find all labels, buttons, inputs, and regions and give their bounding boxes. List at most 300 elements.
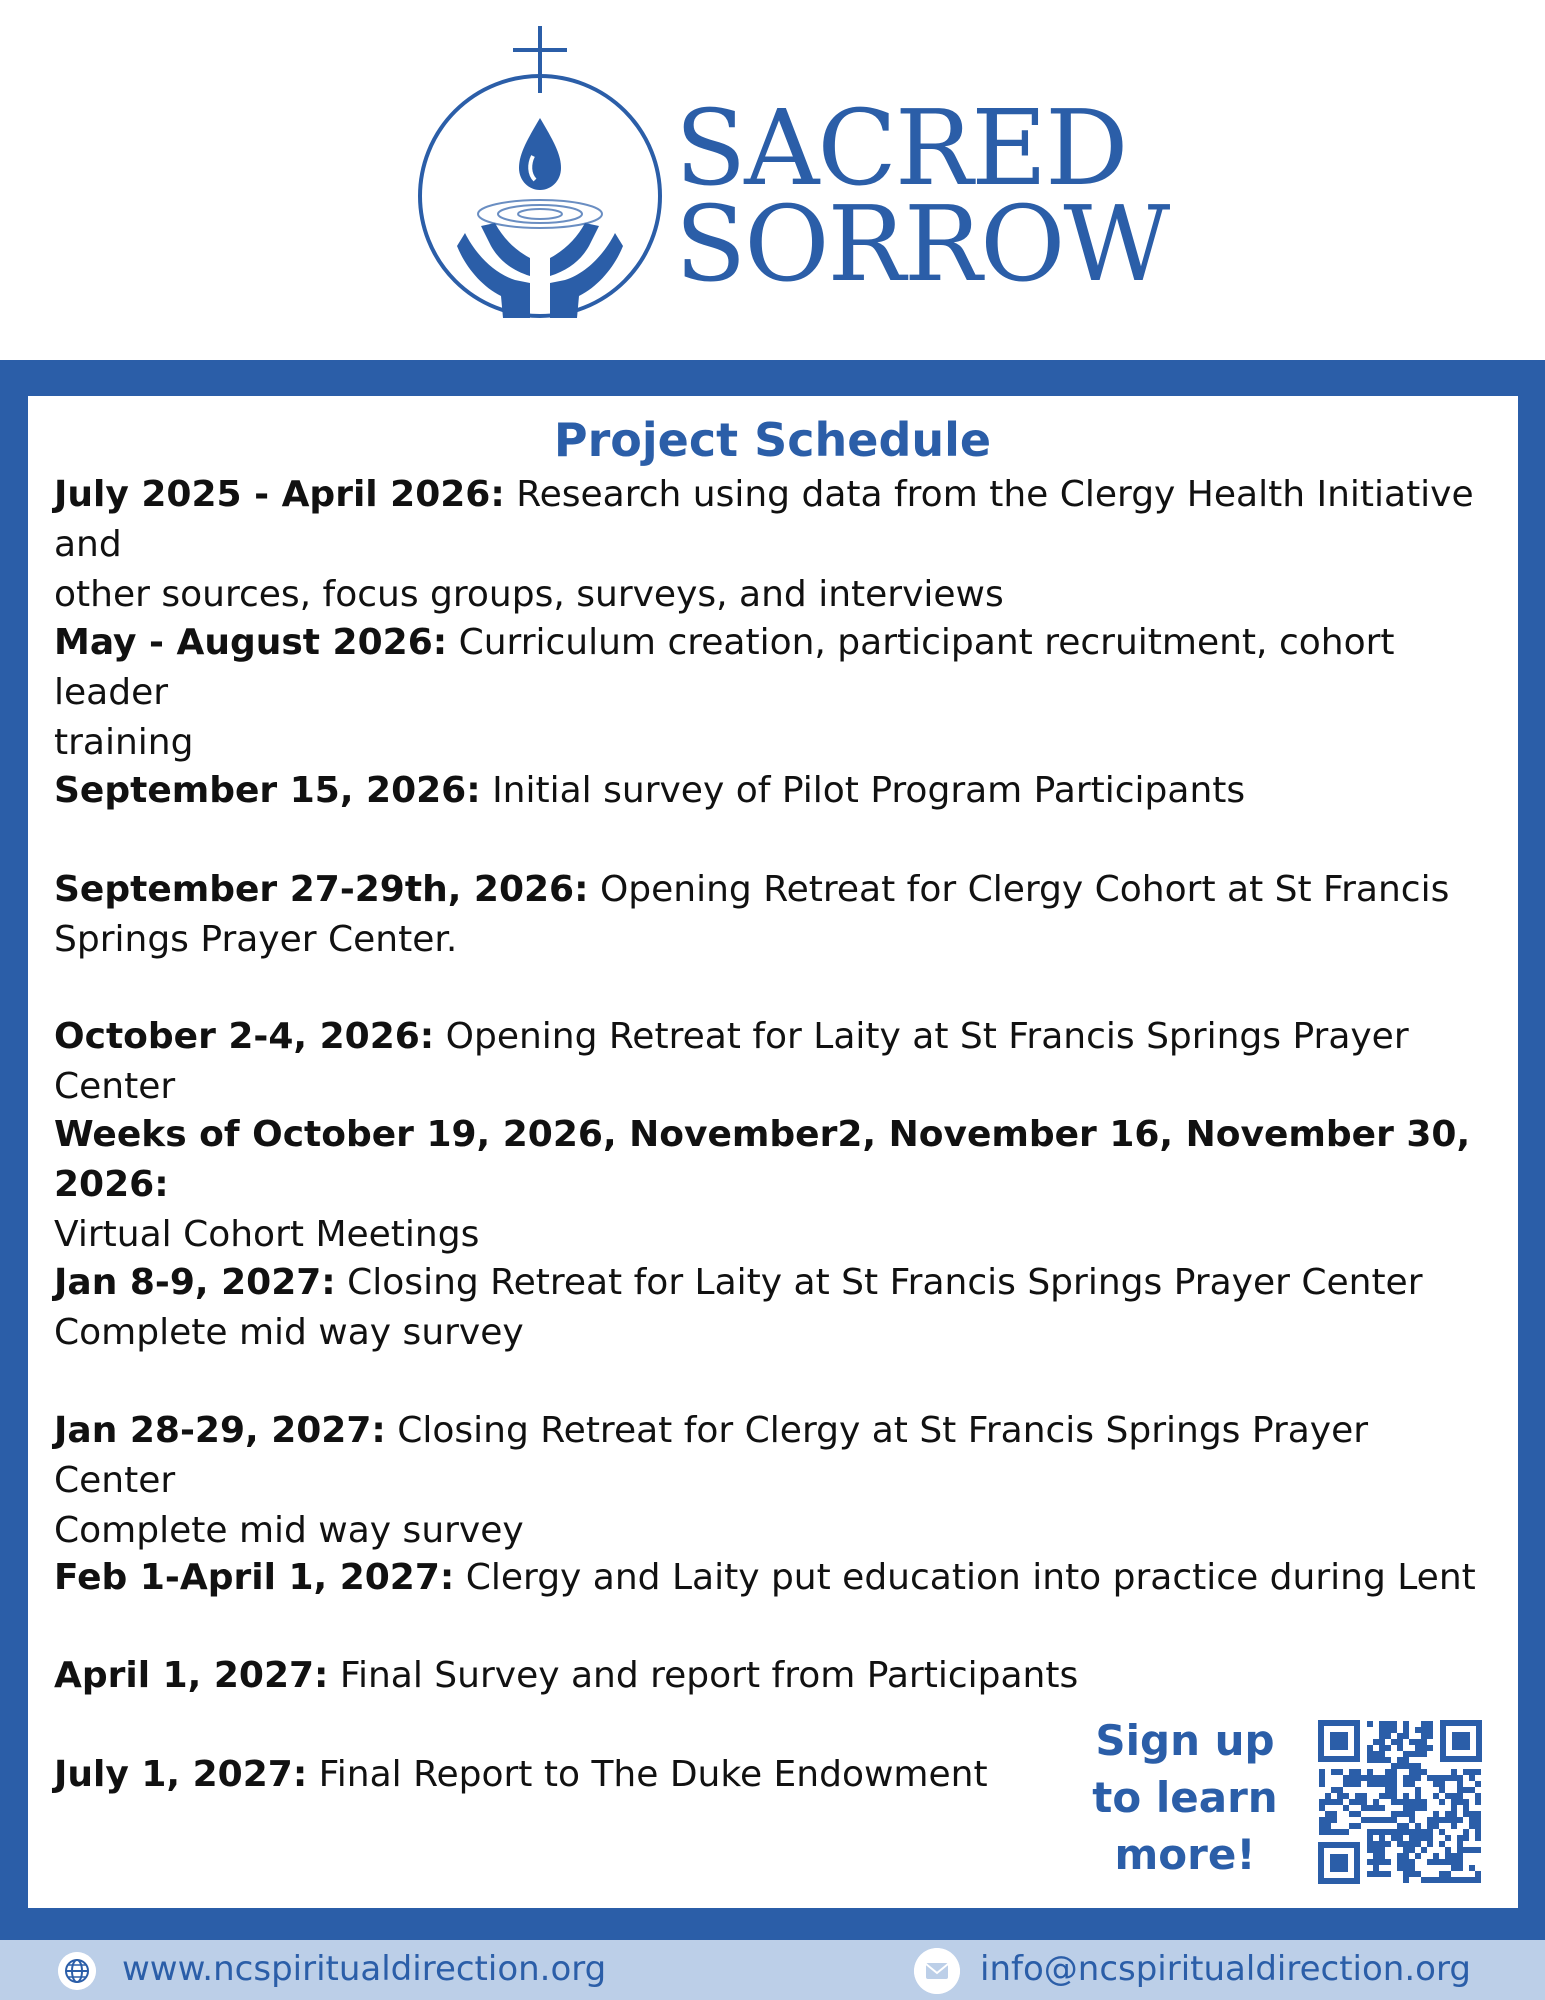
qr-module [1451, 1817, 1457, 1823]
entry-date: Jan 28-29, 2027: [54, 1410, 386, 1451]
entry-description-cont: Complete mid way survey [54, 1510, 524, 1551]
qr-module [1373, 1853, 1379, 1859]
qr-module [1331, 1817, 1337, 1823]
signup-line-1: Sign up [1095, 1716, 1275, 1765]
qr-module [1355, 1769, 1361, 1775]
qr-module [1361, 1793, 1367, 1799]
qr-module [1463, 1811, 1469, 1817]
qr-module [1385, 1841, 1391, 1847]
qr-module [1439, 1775, 1445, 1781]
qr-module [1391, 1781, 1397, 1787]
qr-module [1469, 1787, 1475, 1793]
qr-module [1391, 1721, 1397, 1727]
qr-module [1427, 1817, 1433, 1823]
qr-module [1379, 1775, 1385, 1781]
qr-module [1343, 1793, 1349, 1799]
qr-module [1457, 1847, 1463, 1853]
qr-module [1475, 1823, 1481, 1829]
qr-module [1445, 1835, 1451, 1841]
qr-module [1385, 1769, 1391, 1775]
qr-module [1349, 1775, 1355, 1781]
qr-module [1385, 1829, 1391, 1835]
qr-module [1397, 1763, 1403, 1769]
qr-module [1457, 1799, 1463, 1805]
qr-module [1403, 1751, 1409, 1757]
qr-module [1325, 1811, 1331, 1817]
qr-module [1415, 1769, 1421, 1775]
qr-module [1385, 1775, 1391, 1781]
qr-module [1421, 1835, 1427, 1841]
schedule-entry [54, 1651, 1494, 1701]
entry-description: Opening Retreat for Laity at St Francis Springs Prayer Center [54, 1016, 1409, 1107]
qr-module [1385, 1817, 1391, 1823]
qr-module [1409, 1763, 1415, 1769]
qr-module [1379, 1835, 1385, 1841]
qr-module [1463, 1829, 1469, 1835]
qr-module [1385, 1859, 1391, 1865]
qr-module [1373, 1751, 1379, 1757]
qr-module [1403, 1811, 1409, 1817]
qr-module [1451, 1877, 1457, 1883]
qr-module [1403, 1877, 1409, 1883]
qr-module [1403, 1727, 1409, 1733]
qr-module [1457, 1835, 1463, 1841]
entry-description: Clergy and Laity put education into practice during Lent [454, 1557, 1476, 1598]
qr-module [1433, 1859, 1439, 1865]
qr-module [1457, 1781, 1463, 1787]
qr-module [1415, 1775, 1421, 1781]
qr-module [1409, 1799, 1415, 1805]
qr-module [1385, 1793, 1391, 1799]
qr-module [1439, 1859, 1445, 1865]
qr-module [1403, 1865, 1409, 1871]
qr-module [1475, 1793, 1481, 1799]
qr-module [1355, 1781, 1361, 1787]
brand-line-1: SACRED [675, 87, 1127, 209]
qr-module [1451, 1799, 1457, 1805]
qr-module [1367, 1817, 1373, 1823]
qr-module [1349, 1799, 1355, 1805]
entry-date: October 2-4, 2026: [54, 1016, 435, 1057]
qr-module [1367, 1835, 1373, 1841]
qr-module [1325, 1793, 1331, 1799]
qr-module [1457, 1865, 1463, 1871]
qr-module [1403, 1823, 1409, 1829]
qr-module [1409, 1859, 1415, 1865]
globe-icon [58, 1952, 96, 1990]
qr-module [1379, 1733, 1385, 1739]
qr-module [1409, 1769, 1415, 1775]
qr-module [1379, 1739, 1385, 1745]
qr-module [1403, 1781, 1409, 1787]
qr-module [1427, 1733, 1433, 1739]
website-link[interactable]: www.ncspiritualdirection.org [122, 1949, 607, 1989]
qr-module [1337, 1769, 1343, 1775]
qr-module [1397, 1799, 1403, 1805]
qr-module [1421, 1745, 1427, 1751]
qr-module [1463, 1835, 1469, 1841]
qr-module [1457, 1787, 1463, 1793]
qr-module [1337, 1799, 1343, 1805]
qr-module [1409, 1811, 1415, 1817]
qr-module [1397, 1739, 1403, 1745]
qr-module [1451, 1793, 1457, 1799]
entry-date: September 27-29th, 2026: [54, 869, 589, 910]
qr-module [1415, 1739, 1421, 1745]
qr-module [1343, 1775, 1349, 1781]
schedule-entry [54, 865, 1494, 965]
schedule-entry [54, 766, 1494, 816]
qr-module [1361, 1817, 1367, 1823]
qr-module [1325, 1829, 1331, 1835]
qr-module [1367, 1721, 1373, 1727]
qr-module [1319, 1817, 1325, 1823]
qr-module [1391, 1787, 1397, 1793]
qr-module [1409, 1781, 1415, 1787]
qr-module [1355, 1811, 1361, 1817]
qr-module [1409, 1805, 1415, 1811]
qr-module [1397, 1853, 1403, 1859]
qr-module [1421, 1751, 1427, 1757]
entry-description-cont: training [54, 722, 194, 763]
qr-module [1475, 1811, 1481, 1817]
qr-module [1379, 1793, 1385, 1799]
qr-module [1367, 1847, 1373, 1853]
qr-module [1343, 1805, 1349, 1811]
qr-module [1319, 1781, 1325, 1787]
qr-module [1319, 1823, 1325, 1829]
qr-module [1475, 1799, 1481, 1805]
qr-module [1397, 1859, 1403, 1865]
mail-icon [914, 1948, 960, 1994]
qr-module [1427, 1835, 1433, 1841]
qr-module [1409, 1817, 1415, 1823]
qr-module [1331, 1787, 1337, 1793]
qr-module [1367, 1757, 1373, 1763]
qr-module [1427, 1775, 1433, 1781]
qr-module [1403, 1763, 1409, 1769]
qr-module [1319, 1769, 1325, 1775]
qr-module [1379, 1817, 1385, 1823]
qr-module [1415, 1871, 1421, 1877]
entry-description: Curriculum creation, participant recruitment, cohort leader [54, 622, 1395, 713]
qr-module [1415, 1727, 1421, 1733]
qr-module [1379, 1871, 1385, 1877]
qr-module [1409, 1829, 1415, 1835]
qr-module [1427, 1841, 1433, 1847]
qr-module [1433, 1775, 1439, 1781]
qr-module [1421, 1799, 1427, 1805]
qr-module [1343, 1829, 1349, 1835]
qr-module [1457, 1877, 1463, 1883]
qr-module [1403, 1853, 1409, 1859]
qr-module [1403, 1793, 1409, 1799]
qr-module [1379, 1853, 1385, 1859]
qr-module [1427, 1877, 1433, 1883]
qr-module [1391, 1829, 1397, 1835]
qr-code-icon[interactable] [1318, 1720, 1482, 1884]
qr-module [1469, 1847, 1475, 1853]
qr-module [1391, 1727, 1397, 1733]
qr-module [1445, 1811, 1451, 1817]
qr-module [1421, 1727, 1427, 1733]
schedule-title: Project Schedule [553, 413, 992, 467]
qr-module [1403, 1841, 1409, 1847]
qr-module [1433, 1811, 1439, 1817]
qr-module [1391, 1763, 1397, 1769]
qr-module [1445, 1847, 1451, 1853]
qr-module [1397, 1811, 1403, 1817]
entry-date: July 2025 - April 2026: [54, 474, 505, 515]
qr-module [1427, 1727, 1433, 1733]
qr-module [1409, 1847, 1415, 1853]
qr-module [1421, 1829, 1427, 1835]
qr-module [1385, 1745, 1391, 1751]
qr-module [1469, 1865, 1475, 1871]
qr-module [1415, 1853, 1421, 1859]
qr-module [1463, 1847, 1469, 1853]
qr-module [1451, 1811, 1457, 1817]
qr-module [1445, 1853, 1451, 1859]
qr-module [1325, 1799, 1331, 1805]
qr-module [1385, 1757, 1391, 1763]
qr-module [1427, 1859, 1433, 1865]
entry-date: April 1, 2027: [54, 1655, 329, 1696]
qr-module [1409, 1835, 1415, 1841]
qr-module [1433, 1781, 1439, 1787]
qr-module [1457, 1841, 1463, 1847]
qr-module [1397, 1733, 1403, 1739]
qr-module [1367, 1751, 1373, 1757]
qr-module [1319, 1775, 1325, 1781]
qr-module [1475, 1847, 1481, 1853]
qr-module [1343, 1781, 1349, 1787]
qr-module [1421, 1769, 1427, 1775]
qr-module [1379, 1751, 1385, 1757]
qr-module [1367, 1781, 1373, 1787]
qr-module [1367, 1775, 1373, 1781]
qr-module [1439, 1877, 1445, 1883]
qr-module [1391, 1775, 1397, 1781]
qr-module [1379, 1781, 1385, 1787]
schedule-entry [54, 1258, 1494, 1358]
qr-module [1445, 1859, 1451, 1865]
qr-module [1403, 1847, 1409, 1853]
qr-module [1409, 1871, 1415, 1877]
qr-module [1451, 1805, 1457, 1811]
cupped-hands-water-drop-cross-icon [395, 18, 685, 338]
qr-module [1415, 1823, 1421, 1829]
qr-module [1463, 1769, 1469, 1775]
qr-module [1469, 1811, 1475, 1817]
qr-module [1469, 1769, 1475, 1775]
qr-module [1421, 1877, 1427, 1883]
qr-module [1433, 1877, 1439, 1883]
qr-module [1457, 1853, 1463, 1859]
qr-module [1385, 1871, 1391, 1877]
qr-module [1331, 1829, 1337, 1835]
qr-module [1349, 1769, 1355, 1775]
qr-module [1415, 1787, 1421, 1793]
qr-module [1373, 1859, 1379, 1865]
qr-module [1361, 1805, 1367, 1811]
qr-module [1445, 1877, 1451, 1883]
qr-module [1439, 1829, 1445, 1835]
qr-module [1469, 1823, 1475, 1829]
qr-module [1415, 1799, 1421, 1805]
qr-module [1379, 1721, 1385, 1727]
qr-module [1475, 1871, 1481, 1877]
qr-module [1433, 1823, 1439, 1829]
qr-module [1439, 1871, 1445, 1877]
qr-module [1373, 1781, 1379, 1787]
qr-module [1361, 1799, 1367, 1805]
qr-module [1475, 1781, 1481, 1787]
qr-module [1373, 1847, 1379, 1853]
qr-module [1385, 1727, 1391, 1733]
entry-date: Weeks of October 19, 2026, November2, November 16, November 30, 2026: [54, 1114, 1471, 1205]
qr-module [1367, 1859, 1373, 1865]
qr-module [1391, 1769, 1397, 1775]
qr-module [1409, 1775, 1415, 1781]
entry-description: Initial survey of Pilot Program Participants [480, 770, 1246, 811]
qr-module [1403, 1829, 1409, 1835]
qr-module [1373, 1739, 1379, 1745]
qr-module [1373, 1829, 1379, 1835]
entry-description-cont: other sources, focus groups, surveys, and interviews [54, 574, 1004, 615]
qr-module [1349, 1781, 1355, 1787]
qr-module [1427, 1823, 1433, 1829]
qr-module [1439, 1781, 1445, 1787]
qr-module [1415, 1745, 1421, 1751]
entry-description-cont: Virtual Cohort Meetings [54, 1214, 480, 1255]
qr-module [1445, 1775, 1451, 1781]
signup-line-2: to learn [1092, 1773, 1278, 1822]
qr-module [1391, 1799, 1397, 1805]
qr-module [1391, 1835, 1397, 1841]
entry-date: July 1, 2027: [54, 1754, 308, 1795]
schedule-entry [54, 1012, 1494, 1112]
qr-module [1403, 1733, 1409, 1739]
qr-module [1469, 1775, 1475, 1781]
qr-module [1403, 1757, 1409, 1763]
entry-date: Jan 8-9, 2027: [54, 1262, 336, 1303]
qr-module [1415, 1793, 1421, 1799]
qr-module [1367, 1829, 1373, 1835]
qr-module [1409, 1739, 1415, 1745]
qr-module [1451, 1769, 1457, 1775]
qr-module [1457, 1817, 1463, 1823]
qr-module [1439, 1799, 1445, 1805]
qr-module [1367, 1841, 1373, 1847]
qr-module [1451, 1853, 1457, 1859]
qr-module [1427, 1721, 1433, 1727]
qr-module [1367, 1805, 1373, 1811]
qr-module [1469, 1877, 1475, 1883]
brand-wordmark [675, 87, 1169, 305]
qr-module [1361, 1775, 1367, 1781]
qr-module [1391, 1739, 1397, 1745]
qr-module [1403, 1805, 1409, 1811]
qr-module [1421, 1733, 1427, 1739]
qr-module [1463, 1799, 1469, 1805]
qr-module [1319, 1829, 1325, 1835]
qr-module [1439, 1787, 1445, 1793]
qr-module [1325, 1823, 1331, 1829]
email-link[interactable]: info@ncspiritualdirection.org [980, 1949, 1471, 1989]
qr-module [1379, 1805, 1385, 1811]
qr-module [1373, 1799, 1379, 1805]
qr-module [1475, 1877, 1481, 1883]
qr-module [1379, 1745, 1385, 1751]
qr-module [1385, 1787, 1391, 1793]
qr-module [1373, 1805, 1379, 1811]
qr-module [1379, 1727, 1385, 1733]
qr-module [1475, 1769, 1481, 1775]
schedule-entry [54, 1553, 1494, 1603]
qr-module [1379, 1829, 1385, 1835]
qr-module [1397, 1823, 1403, 1829]
qr-module [1385, 1733, 1391, 1739]
qr-module [1373, 1841, 1379, 1847]
entry-description-cont: Springs Prayer Center. [54, 919, 458, 960]
qr-module [1445, 1817, 1451, 1823]
qr-module [1331, 1811, 1337, 1817]
qr-module [1451, 1823, 1457, 1829]
qr-module [1385, 1781, 1391, 1787]
qr-module [1331, 1769, 1337, 1775]
qr-module [1391, 1817, 1397, 1823]
entry-description: Closing Retreat for Laity at St Francis Springs Prayer Center [335, 1262, 1423, 1303]
qr-module [1445, 1871, 1451, 1877]
qr-module [1385, 1721, 1391, 1727]
qr-module [1433, 1853, 1439, 1859]
qr-module [1403, 1775, 1409, 1781]
qr-module [1379, 1847, 1385, 1853]
entry-description: Final Survey and report from Participants [328, 1655, 1079, 1696]
schedule-entry [54, 1406, 1494, 1556]
qr-module [1397, 1829, 1403, 1835]
qr-module [1421, 1805, 1427, 1811]
qr-module [1331, 1799, 1337, 1805]
entry-date: September 15, 2026: [54, 770, 481, 811]
qr-module [1457, 1859, 1463, 1865]
schedule-entry [54, 618, 1494, 768]
entry-date: Feb 1-April 1, 2027: [54, 1557, 455, 1598]
qr-module [1415, 1751, 1421, 1757]
qr-module [1421, 1847, 1427, 1853]
qr-module [1415, 1763, 1421, 1769]
qr-module [1451, 1775, 1457, 1781]
qr-module [1415, 1835, 1421, 1841]
qr-module [1373, 1865, 1379, 1871]
entry-description-cont: Complete mid way survey [54, 1312, 524, 1353]
qr-module [1409, 1751, 1415, 1757]
qr-module [1337, 1829, 1343, 1835]
qr-module [1439, 1817, 1445, 1823]
header [0, 0, 1545, 360]
qr-module [1397, 1865, 1403, 1871]
qr-module [1415, 1805, 1421, 1811]
qr-module [1379, 1841, 1385, 1847]
qr-module [1403, 1871, 1409, 1877]
qr-module [1421, 1721, 1427, 1727]
qr-module [1403, 1859, 1409, 1865]
qr-module [1427, 1745, 1433, 1751]
qr-module [1379, 1757, 1385, 1763]
qr-module [1433, 1793, 1439, 1799]
signup-callout [1070, 1712, 1300, 1883]
